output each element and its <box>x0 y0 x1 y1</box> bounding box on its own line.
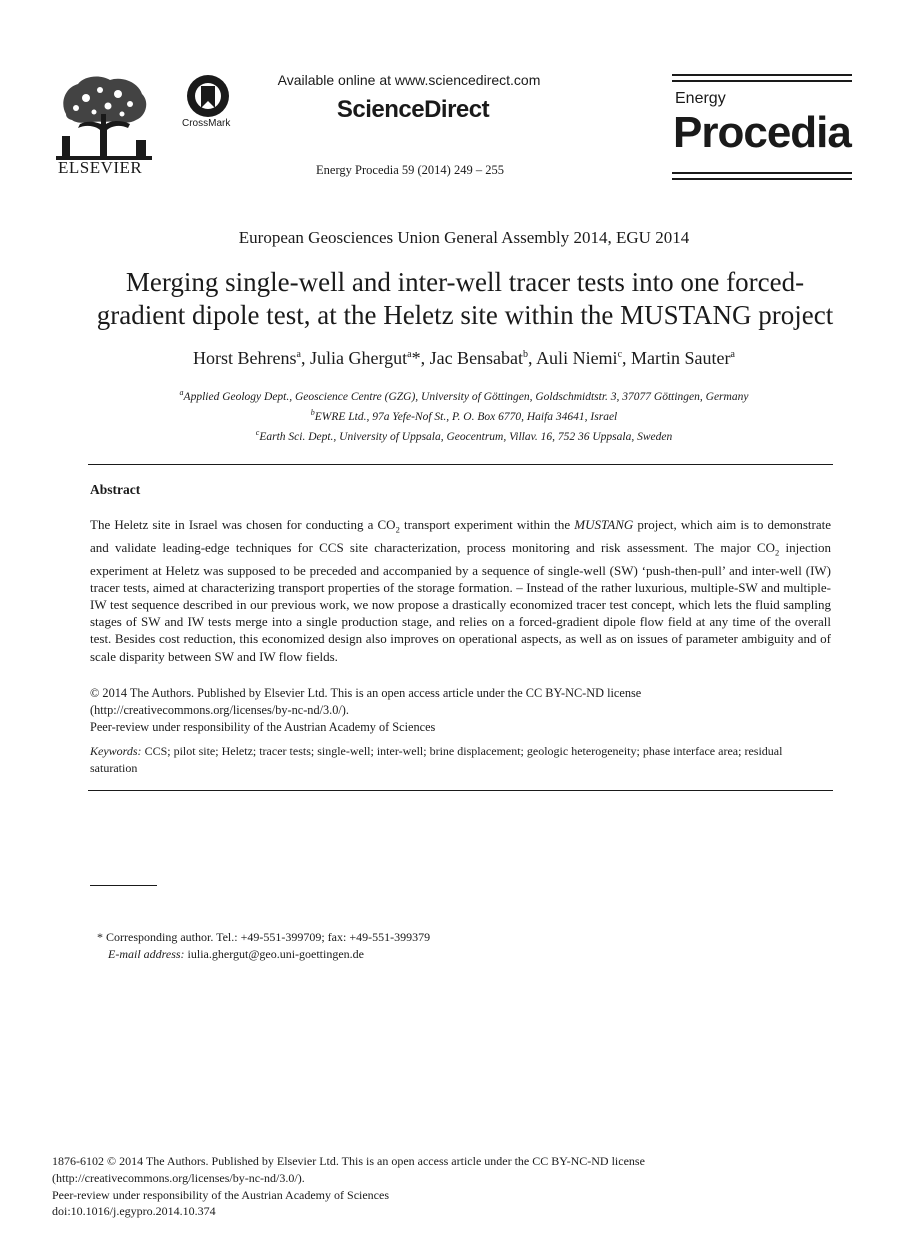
crossmark-label: CrossMark <box>182 118 231 129</box>
email-label: E-mail address: <box>108 946 185 961</box>
author-name: Julia Ghergut <box>309 348 408 368</box>
author-separator: , <box>528 348 537 368</box>
bottom-license-link[interactable]: (http://creativecommons.org/licenses/by-nc-nd/3.0/). <box>52 1170 305 1185</box>
affiliation <box>88 405 840 425</box>
license-link[interactable]: (http://creativecommons.org/licenses/by-nc-nd/3.0/). <box>90 702 349 717</box>
section-divider <box>88 790 833 791</box>
corresponding-author-footnote <box>97 929 597 962</box>
journal-name-top: Energy <box>675 90 726 107</box>
email-link[interactable]: iulia.ghergut@geo.uni-goettingen.de <box>184 946 365 961</box>
author-separator: , <box>622 348 632 368</box>
issn-license: 1876-6102 © 2014 The Authors. Published by Elsevier Ltd. This is an open access article under the CC BY-NC-ND license <box>52 1154 645 1168</box>
project-name: MUSTANG <box>574 517 634 532</box>
keywords-label: Keywords: <box>90 744 142 758</box>
author-separator: *, <box>411 348 430 368</box>
journal-name-main: Procedia <box>673 108 851 157</box>
affiliation-sup: a <box>179 388 184 397</box>
author-name: Horst Behrens <box>193 348 297 368</box>
affiliation-list <box>88 385 840 444</box>
affiliation <box>88 425 840 445</box>
author-affil-sup: a <box>407 349 412 360</box>
affiliation-text: Applied Geology Dept., Geoscience Centre (GZG), University of Göttingen, Goldschmidtstr. 3, 37077 Göttingen, Germany <box>183 390 749 403</box>
bottom-peer-review: Peer-review under responsibility of the Austrian Academy of Sciences <box>52 1187 389 1202</box>
doi-link[interactable]: doi:10.1016/j.egypro.2014.10.374 <box>52 1204 216 1219</box>
abstract-part: injection experiment at Heletz was supposed to be preceded and accompanied by a sequence of single-well (SW) ‘push-then-pull’ and inter-well (IW) tracer tests, aimed at characterizing transport properties of the storage formation. – Instead of the rather luxurious, multiple-SW and multiple-IW test sequence described in our previous work, we now propose a drastically economized tracer test concept, which lets the fluid sampling stages of SW and IW tests merge into a single production stage, and relies on a forced-gradient dipole flow field at any time of the overall test. Besides cost reduction, this economized design also improves on operational aspects, as well as on issues of parameter ambiguity and of scale disparity between SW and IW flow fields. <box>90 539 831 664</box>
bottom-license-block <box>52 1153 752 1220</box>
affiliation-sup: b <box>310 407 315 417</box>
affiliation-text: EWRE Ltd., 97a Yefe-Nof St., P. O. Box 6770, Haifa 34641, Israel <box>314 410 618 423</box>
title-line-2: gradient dipole test, at the Heletz site within the MUSTANG project <box>96 300 834 330</box>
keywords <box>90 743 831 777</box>
author-affil-sup: b <box>523 349 529 360</box>
author-name: Martin Sauter <box>631 348 731 368</box>
author-separator: , <box>300 348 310 368</box>
author-name: Jac Bensabat <box>429 348 524 368</box>
affiliation-text: Earth Sci. Dept., University of Uppsala, Geocentrum, Villav. 16, 752 36 Uppsala, Sweden <box>259 430 673 443</box>
corresponding-author-contact: * Corresponding author. Tel.: +49-551-399709; fax: +49-551-399379 <box>97 930 431 944</box>
subscript: 2 <box>395 524 400 535</box>
author-affil-sup: a <box>296 349 301 360</box>
section-divider <box>88 464 833 465</box>
keywords-list: CCS; pilot site; Heletz; tracer tests; single-well; inter-well; brine displacement; geologic heterogeneity; phase interface area; residual saturation <box>90 744 783 775</box>
abstract-part: The Heletz site in Israel was chosen for conducting a CO <box>90 517 396 532</box>
license-block <box>90 685 831 735</box>
author-list <box>88 348 840 369</box>
subscript: 2 <box>774 547 780 558</box>
available-online-text: Available online at www.sciencedirect.com <box>277 72 541 88</box>
sciencedirect-logo: ScienceDirect <box>336 96 490 123</box>
license-line: © 2014 The Authors. Published by Elsevier Ltd. This is an open access article under the CC BY-NC-ND license <box>90 686 642 700</box>
abstract-part: project, which aim is to demonstrate and validate leading-edge techniques for CCS site characterization, process monitoring and risk assessment. The major CO <box>90 517 832 555</box>
journal-logo <box>672 74 852 178</box>
article-title <box>70 266 860 332</box>
footnote-rule <box>90 885 157 886</box>
author-affil-sup: a <box>730 349 735 360</box>
author-name: Auli Niemi <box>536 348 618 368</box>
affiliation-sup: c <box>255 427 260 437</box>
peer-review-note: Peer-review under responsibility of the Austrian Academy of Sciences <box>90 719 436 734</box>
abstract-text <box>90 516 831 665</box>
journal-citation: Energy Procedia 59 (2014) 249 – 255 <box>316 163 504 177</box>
abstract-part: transport experiment within the <box>399 517 575 532</box>
publisher-name: ELSEVIER <box>58 158 143 177</box>
author-affil-sup: c <box>617 349 623 360</box>
title-line-1: Merging single-well and inter-well tracer tests into one forced- <box>125 267 805 297</box>
abstract-heading: Abstract <box>90 482 141 497</box>
conference-name: European Geosciences Union General Assembly 2014, EGU 2014 <box>238 228 690 247</box>
affiliation <box>88 385 840 405</box>
